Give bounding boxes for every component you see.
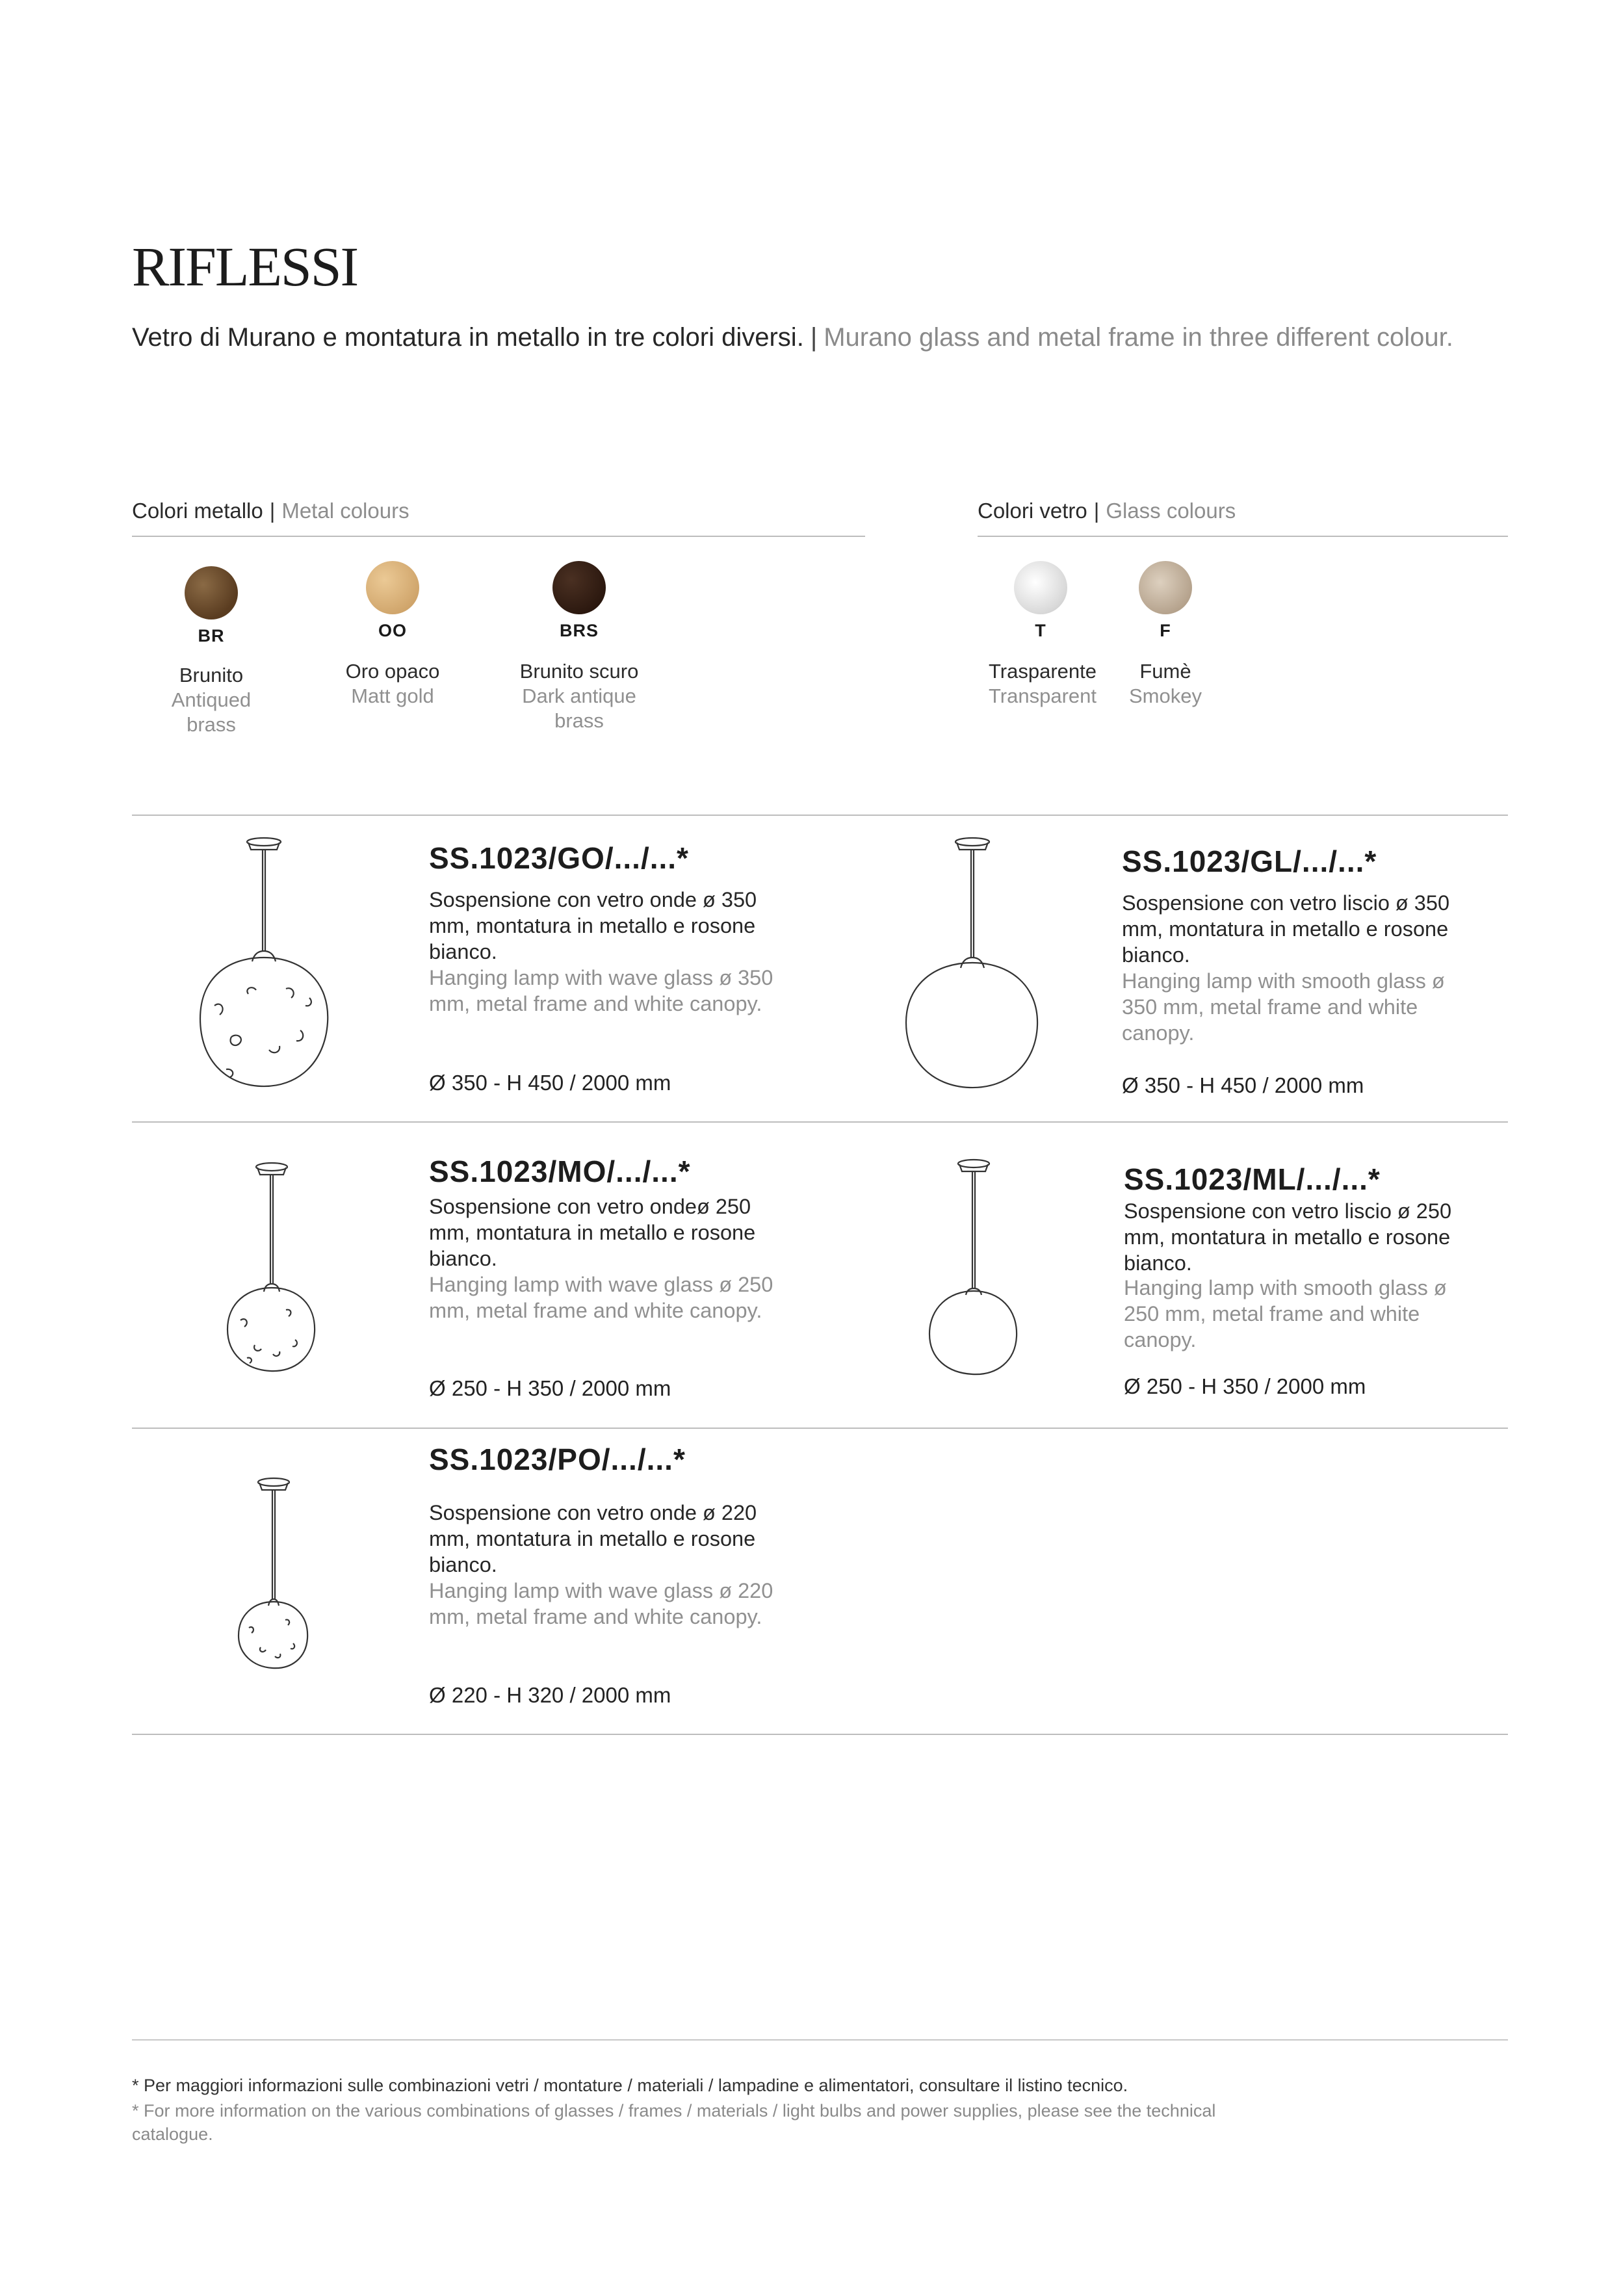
swatch-code: OO (378, 621, 407, 640)
wave-pendant-lamp-icon (231, 1476, 315, 1671)
swatch-code: BRS (559, 621, 599, 640)
product-description-english: Hanging lamp with wave glass ø 220 mm, metal frame and white canopy. (429, 1579, 773, 1628)
swatch-name-english: Smokey (1129, 685, 1202, 707)
product-divider (132, 1428, 1508, 1429)
product-dimensions: Ø 220 - H 320 / 2000 mm (429, 1683, 671, 1707)
product-description-italian: Sospensione con vetro ondeø 250 mm, montatura in metallo e rosone bianco. (429, 1195, 756, 1270)
glass-heading-separator: | (1093, 499, 1100, 523)
product-divider (132, 1121, 1508, 1123)
swatch-circle (1139, 561, 1192, 614)
product-code: SS.1023/GO/.../...* (429, 841, 689, 875)
product-description-italian: Sospensione con vetro liscio ø 250 mm, montatura in metallo e rosone bianco. (1124, 1199, 1452, 1275)
glass-colours-heading (978, 499, 1236, 523)
swatch-name-italian: Oro opaco (345, 660, 440, 683)
product-dimensions: Ø 350 - H 450 / 2000 mm (1122, 1073, 1364, 1097)
metal-heading-separator: | (269, 499, 276, 523)
page-subtitle (132, 323, 1453, 352)
swatch-code: BR (198, 626, 225, 646)
swatch-name-english: Transparent (989, 685, 1097, 707)
product-code: SS.1023/ML/.../...* (1124, 1162, 1381, 1196)
metal-swatch-brs (511, 561, 647, 733)
swatch-code: F (1160, 621, 1171, 640)
swatch-name-english: Antiqued brass (171, 688, 252, 736)
glass-heading-english: Glass colours (1106, 499, 1236, 523)
swatch-name-italian: Fumè (1139, 660, 1191, 683)
subtitle-italian: Vetro di Murano e montatura in metallo in tre colori diversi. (132, 323, 804, 352)
metal-heading-english: Metal colours (281, 499, 409, 523)
swatch-circle (185, 566, 238, 620)
product-description-italian: Sospensione con vetro liscio ø 350 mm, montatura in metallo e rosone bianco. (1122, 891, 1450, 967)
metal-swatch-br (146, 566, 276, 737)
swatch-circle (552, 561, 606, 614)
swatch-circle (366, 561, 419, 614)
product-description-english: Hanging lamp with smooth glass ø 250 mm, metal frame and white canopy. (1124, 1276, 1447, 1351)
product-description-english: Hanging lamp with wave glass ø 350 mm, metal frame and white canopy. (429, 966, 773, 1015)
product-code: SS.1023/GL/.../...* (1122, 844, 1377, 878)
glass-colours-divider (978, 536, 1508, 537)
metal-swatch-oo (328, 561, 458, 709)
smooth-pendant-lamp-icon (922, 1157, 1026, 1378)
product-description-english: Hanging lamp with smooth glass ø 350 mm, metal frame and white canopy. (1122, 969, 1445, 1045)
glass-heading-italian: Colori vetro (978, 499, 1087, 523)
product-description-english: Hanging lamp with wave glass ø 250 mm, metal frame and white canopy. (429, 1273, 773, 1322)
footnote-italian: * Per maggiori informazioni sulle combinazioni vetri / montature / materiali / lampadine e alimentatori, consultare il listino tecnico. (132, 2076, 1128, 2095)
glass-swatch-t (976, 561, 1106, 709)
metal-colours-divider (132, 536, 865, 537)
product-description-italian: Sospensione con vetro onde ø 350 mm, montatura in metallo e rosone bianco. (429, 888, 757, 963)
product-dimensions: Ø 350 - H 450 / 2000 mm (429, 1071, 671, 1095)
footnote-divider (132, 2039, 1508, 2041)
wave-pendant-lamp-icon (188, 835, 344, 1095)
footnote-english: * For more information on the various combinations of glasses / frames / materials / light bulbs and power supplies, please see the technical catalogue. (132, 2101, 1216, 2144)
wave-pendant-lamp-icon (221, 1160, 325, 1375)
product-divider (132, 1734, 1508, 1735)
subtitle-separator: | (810, 323, 818, 352)
smooth-pendant-lamp-icon (897, 835, 1053, 1095)
swatch-name-english: Dark antique brass (522, 685, 636, 732)
swatch-name-english: Matt gold (351, 685, 434, 707)
subtitle-english: Murano glass and metal frame in three different colour. (824, 323, 1453, 352)
swatch-code: T (1035, 621, 1046, 640)
page-title: RIFLESSI (132, 235, 358, 298)
swatch-circle (1014, 561, 1067, 614)
product-dimensions: Ø 250 - H 350 / 2000 mm (429, 1376, 671, 1400)
product-description-italian: Sospensione con vetro onde ø 220 mm, montatura in metallo e rosone bianco. (429, 1501, 757, 1576)
product-code: SS.1023/MO/.../...* (429, 1155, 691, 1188)
metal-heading-italian: Colori metallo (132, 499, 263, 523)
swatch-name-italian: Brunito scuro (519, 660, 639, 683)
swatch-name-italian: Brunito (179, 664, 244, 686)
product-divider (132, 815, 1508, 816)
product-code: SS.1023/PO/.../...* (429, 1442, 686, 1476)
metal-colours-heading (132, 499, 409, 523)
product-dimensions: Ø 250 - H 350 / 2000 mm (1124, 1374, 1366, 1398)
swatch-name-italian: Trasparente (989, 660, 1097, 683)
glass-swatch-f (1100, 561, 1230, 709)
